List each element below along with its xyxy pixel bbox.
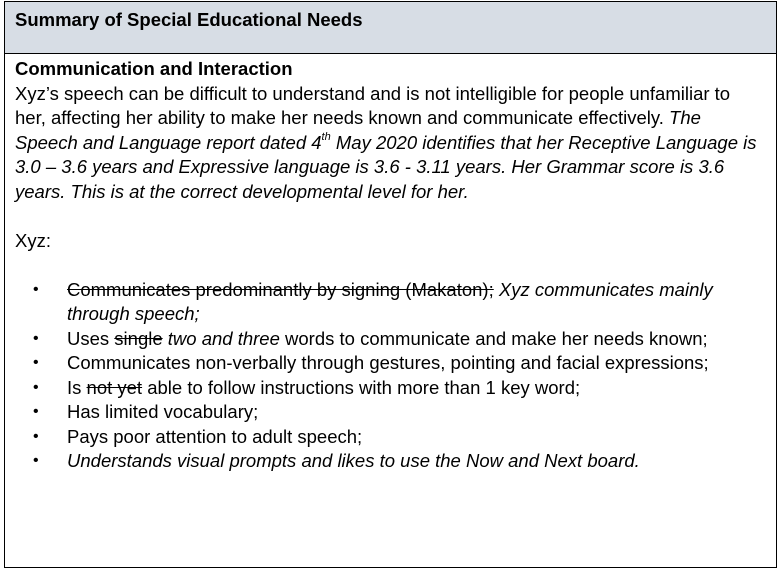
struck-text: single [114,327,163,349]
date-ordinal-suffix: th [321,131,331,144]
list-text: Has limited vocabulary; [67,401,259,422]
list-text: Is [67,376,87,398]
intro-paragraph [15,82,766,205]
list-item [15,351,766,376]
struck-text: not yet [86,376,143,398]
struck-text: Communicates predominantly by signing (Makaton); [67,278,494,300]
list-text: Uses [67,327,115,349]
list-item [15,278,766,327]
intro-italic-text-b: May 2020 identifies that her Receptive Language is 3.0 – 3.6 years and Expressive language is 3.6 - 3.11 years. Her Grammar score is 3.6 years. This is at the correct developmental level for her. [15,131,757,202]
subject-label: Xyz: [15,229,51,251]
inserted-text: Understands visual prompts and likes to use the Now and Next board. [67,450,640,471]
list-item [15,376,766,401]
bullet-icon: • [33,329,39,347]
sen-summary-table [4,1,777,568]
table-header [5,2,776,54]
list-text: Pays poor attention to adult speech; [67,425,363,447]
list-text: Communicates non-verbally through gestures, pointing and facial expressions; [67,352,709,373]
list-item [15,449,766,474]
section-heading: Communication and Interaction [15,58,293,79]
bullet-icon: • [33,378,39,396]
bullet-icon: • [33,280,39,298]
list-item [15,425,766,450]
intro-plain-text: Xyz’s speech can be difficult to understand and is not intelligible for people unfamiliar to her, affecting her ability to make her needs known and communicate effectively. [15,82,731,128]
list-item [15,327,766,352]
inserted-text: two and three [162,327,280,349]
bullet-icon: • [33,427,39,445]
communication-section [5,54,776,474]
needs-list [15,278,766,474]
bullet-icon: • [33,452,39,469]
spacer [15,204,766,229]
bullet-icon: • [33,403,39,420]
intro-italic-text-a: The Speech and Language report dated 4 [15,107,701,153]
list-text: words to communicate and make her needs known; [279,327,708,349]
list-item [15,400,766,425]
inserted-text: Xyz communicates mainly through speech; [67,278,713,324]
table-title: Summary of Special Educational Needs [15,9,363,30]
bullet-icon: • [33,354,39,371]
spacer [15,253,766,278]
list-text: able to follow instructions with more than 1 key word; [142,376,581,398]
